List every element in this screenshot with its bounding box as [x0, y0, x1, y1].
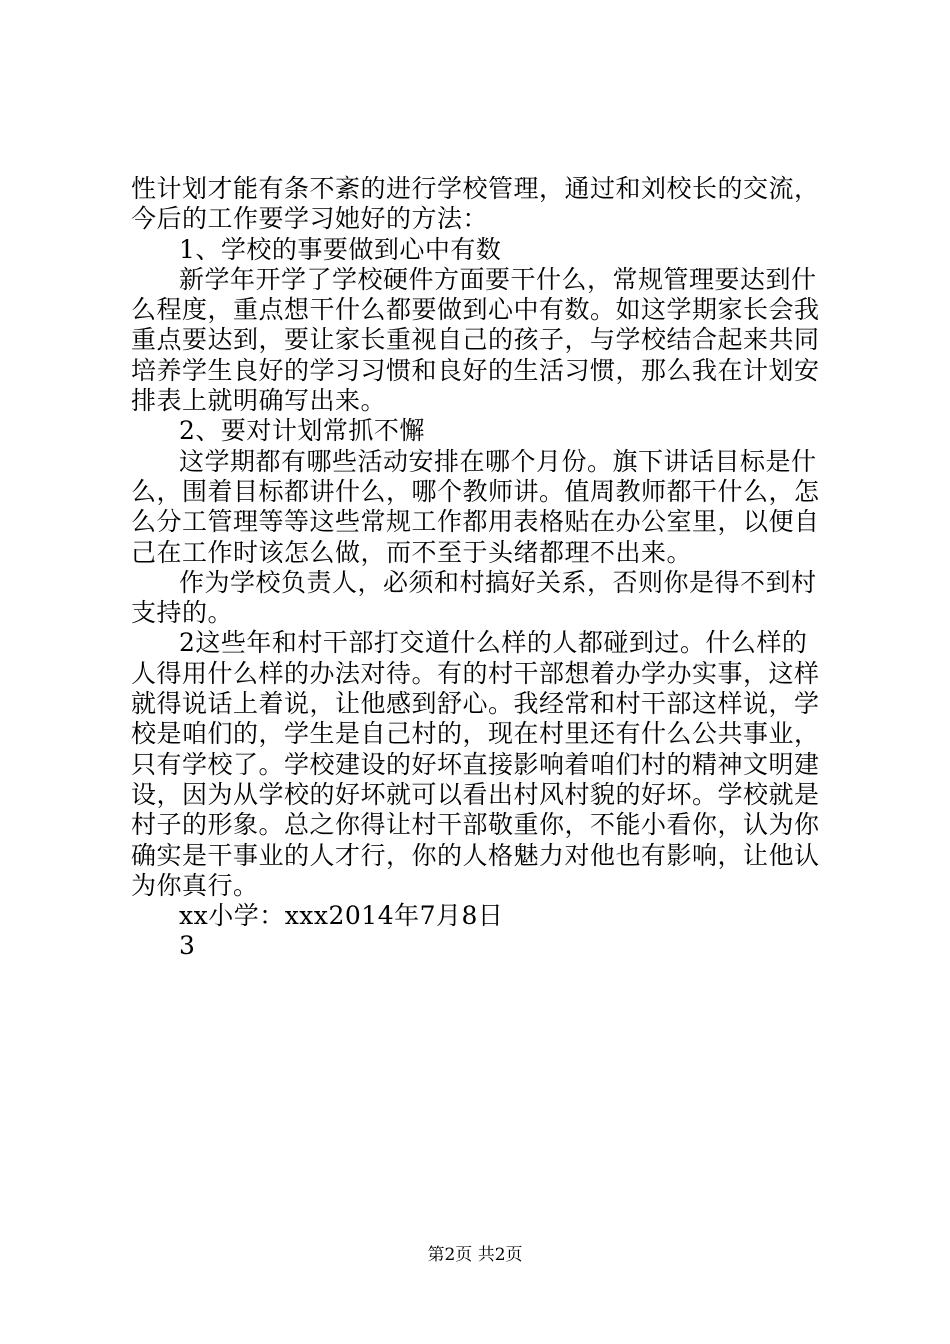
text-line: 今后的工作要学习她好的方法： — [131, 204, 489, 234]
text-line: 己在工作时该怎么做，而不至于头绪都理不出来。 — [131, 537, 693, 567]
text-line: 这学期都有哪些活动安排在哪个月份。旗下讲话目标是什 — [179, 446, 817, 476]
page-number-text: 3 — [179, 931, 196, 961]
text-line: 新学年开学了学校硬件方面要干什么，常规管理要达到什 — [179, 264, 817, 294]
text-line: 只有学校了。学校建设的好坏直接影响着咱们村的精神文明建 — [131, 749, 820, 779]
document-body — [131, 174, 831, 962]
text-line: 性计划才能有条不紊的进行学校管理，通过和刘校长的交流， — [131, 174, 820, 203]
text-line: 排表上就明确写出来。 — [131, 386, 387, 416]
text-line: 校是咱们的，学生是自己村的，现在村里还有什么公共事业， — [131, 719, 820, 749]
page-footer: 第2页 共2页 — [427, 1245, 523, 1265]
text-line: 村子的形象。总之你得让村干部敬重你，不能小看你，认为你 — [131, 810, 820, 840]
text-line: 支持的。 — [131, 598, 234, 628]
text-line: 为你真行。 — [131, 870, 259, 900]
text-line: 设，因为从学校的好坏就可以看出村风村貌的好坏。学校就是 — [131, 779, 820, 809]
text-line: 么程度，重点想干什么都要做到心中有数。如这学期家长会我 — [131, 295, 820, 325]
text-line: 确实是干事业的人才行，你的人格魅力对他也有影响，让他认 — [131, 840, 820, 870]
text-line: 重点要达到，要让家长重视自己的孩子，与学校结合起来共同 — [131, 325, 820, 355]
text-line: 2这些年和村干部打交道什么样的人都碰到过。什么样的 — [179, 628, 808, 658]
section-heading: 1、学校的事要做到心中有数 — [179, 234, 502, 264]
text-line: 作为学校负责人，必须和村搞好关系，否则你是得不到村 — [179, 567, 817, 597]
text-line: 培养学生良好的学习习惯和良好的生活习惯，那么我在计划安 — [131, 355, 820, 385]
text-line: 就得说话上着说，让他感到舒心。我经常和村干部这样说，学 — [131, 689, 820, 719]
signature-line: xx小学：xxx2014年7月8日 — [179, 901, 504, 931]
text-line: 人得用什么样的办法对待。有的村干部想着办学办实事，这样 — [131, 658, 820, 688]
section-heading: 2、要对计划常抓不懈 — [179, 416, 425, 446]
text-line: 么，围着目标都讲什么，哪个教师讲。值周教师都干什么，怎 — [131, 476, 820, 506]
text-line: 么分工管理等等这些常规工作都用表格贴在办公室里，以便自 — [131, 507, 820, 537]
